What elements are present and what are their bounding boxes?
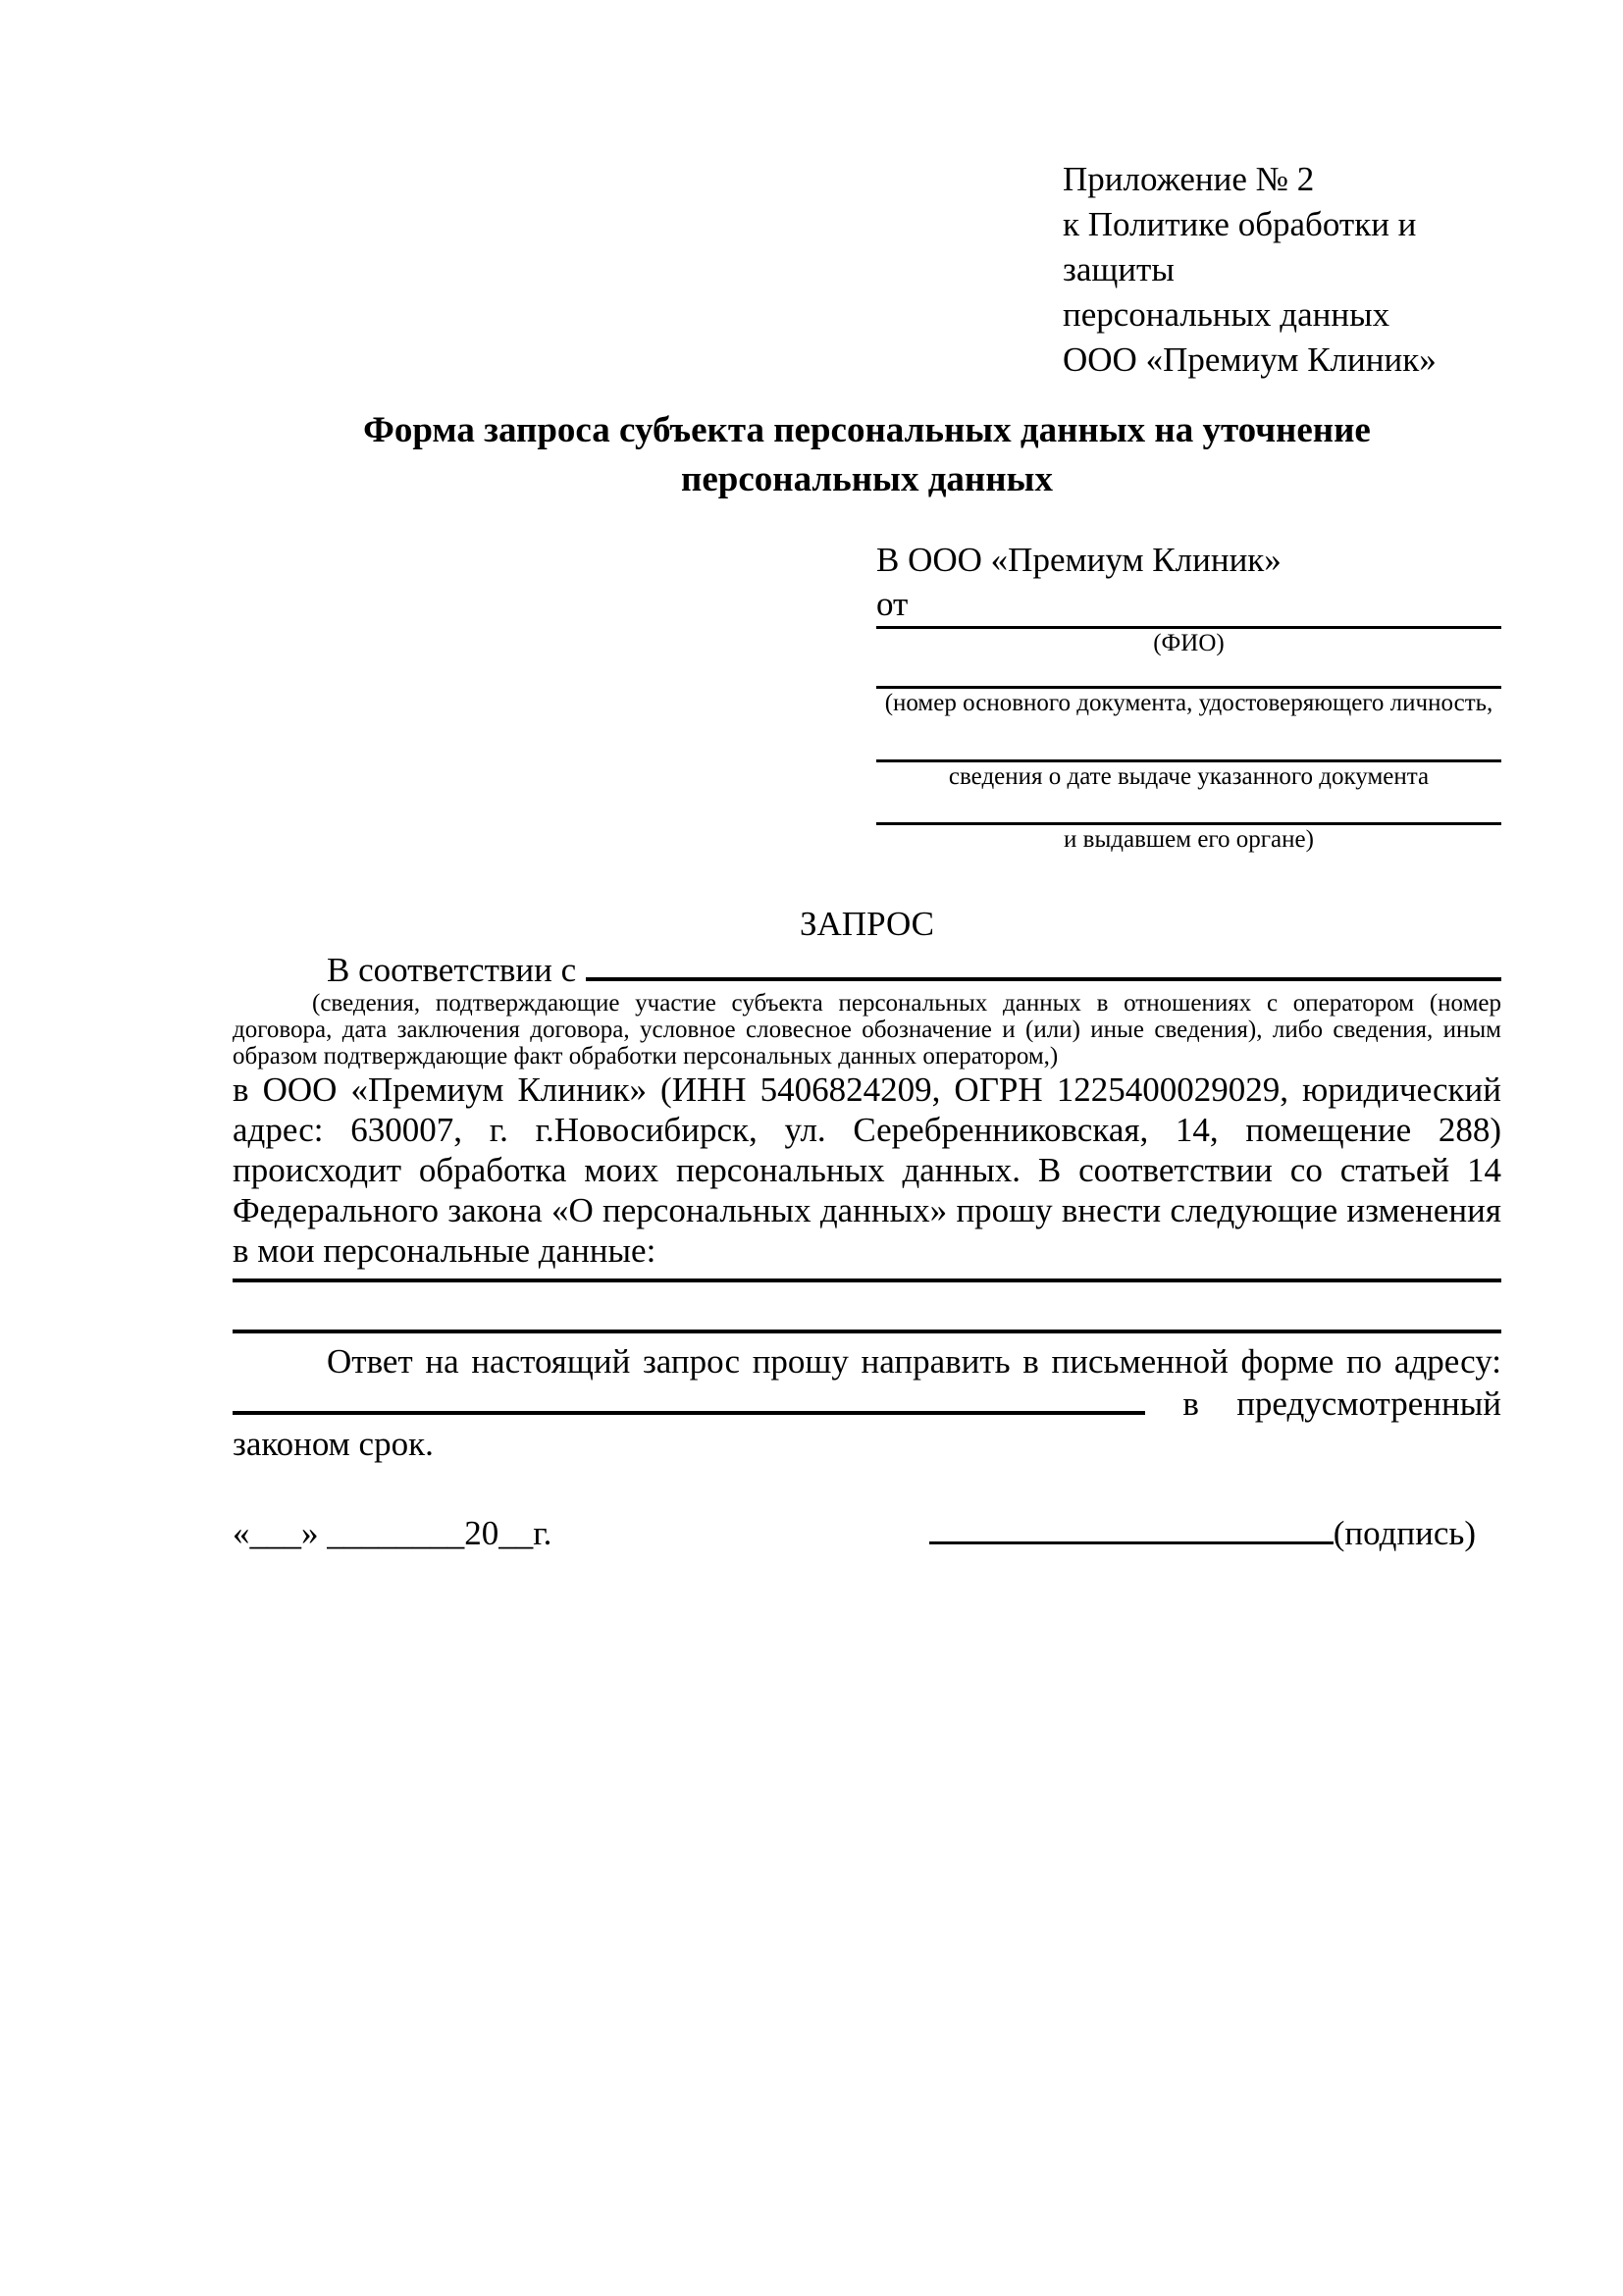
document-title: Форма запроса субъекта персональных данных на уточнение персональных данных: [363, 410, 1371, 499]
appendix-line: Приложение № 2: [1063, 160, 1315, 198]
issue-date-blank-line: [876, 718, 1501, 762]
signature-caption: (подпись): [1333, 1514, 1476, 1552]
request-heading: ЗАПРОС: [799, 905, 935, 943]
reply-paragraph-end: законом срок.: [233, 1425, 434, 1463]
date-blank-line: «___» ________20__г.: [233, 1514, 552, 1552]
document-number-blank-line: [876, 658, 1501, 689]
document-number-caption: (номер основного документа, удостоверяющего личность,: [884, 690, 1493, 716]
appendix-line: к Политике обработки и защиты: [1063, 205, 1417, 288]
addressee-block: [876, 538, 1501, 855]
intro-footnote: (сведения, подтверждающие участие субъекта персональных данных в отношениях с оператором (номер договора, дата заключения договора, условное словесное обозначение и (или) иные сведения), либо сведения, иным образом подтверждающие факт обработки персональных данных оператором,): [233, 990, 1501, 1070]
issue-date-caption: сведения о дате выдаче указанного документа: [948, 763, 1430, 790]
appendix-line: ООО «Премиум Клиник»: [1063, 340, 1437, 379]
date-signature-row: [233, 1511, 1501, 1555]
reply-tail-word: предусмотренный: [1236, 1384, 1501, 1423]
signature-blank-line: [929, 1512, 1334, 1544]
intro-row: [233, 946, 1501, 990]
issuing-authority-caption: и выдавшем его органе): [1064, 826, 1314, 853]
issuing-authority-blank-line: [876, 792, 1501, 825]
reply-address-row: [233, 1382, 1501, 1424]
addressee-from-label: от: [876, 582, 1501, 629]
reply-paragraph: Ответ на настоящий запрос прошу направить в письменной форме по адресу:: [327, 1342, 1501, 1381]
changes-blank-line-1: [233, 1271, 1501, 1282]
signature-group: [929, 1511, 1476, 1555]
fio-caption: (ФИО): [1153, 630, 1225, 656]
reply-tail-word: в: [1182, 1384, 1199, 1423]
body-paragraph: в ООО «Премиум Клиник» (ИНН 5406824209, ОГРН 1225400029029, юридический адрес: 630007, г. г.Новосибирск, ул. Серебренниковская, 14, помещение 288) происходит обработка моих персональных данных. В соответствии со статьей 14 Федерального закона «О персональных данных» прошу внести следующие изменения в мои персональные данные:: [233, 1070, 1501, 1270]
reply-address-blank-line: [233, 1382, 1145, 1415]
changes-blank-line-2: [233, 1282, 1501, 1333]
basis-blank-line: [586, 946, 1501, 981]
intro-prefix: В соответствии с: [327, 951, 577, 989]
appendix-line: персональных данных: [1063, 295, 1390, 334]
addressee-organization: В ООО «Премиум Клиник»: [876, 541, 1282, 579]
appendix-block: [1063, 157, 1501, 383]
